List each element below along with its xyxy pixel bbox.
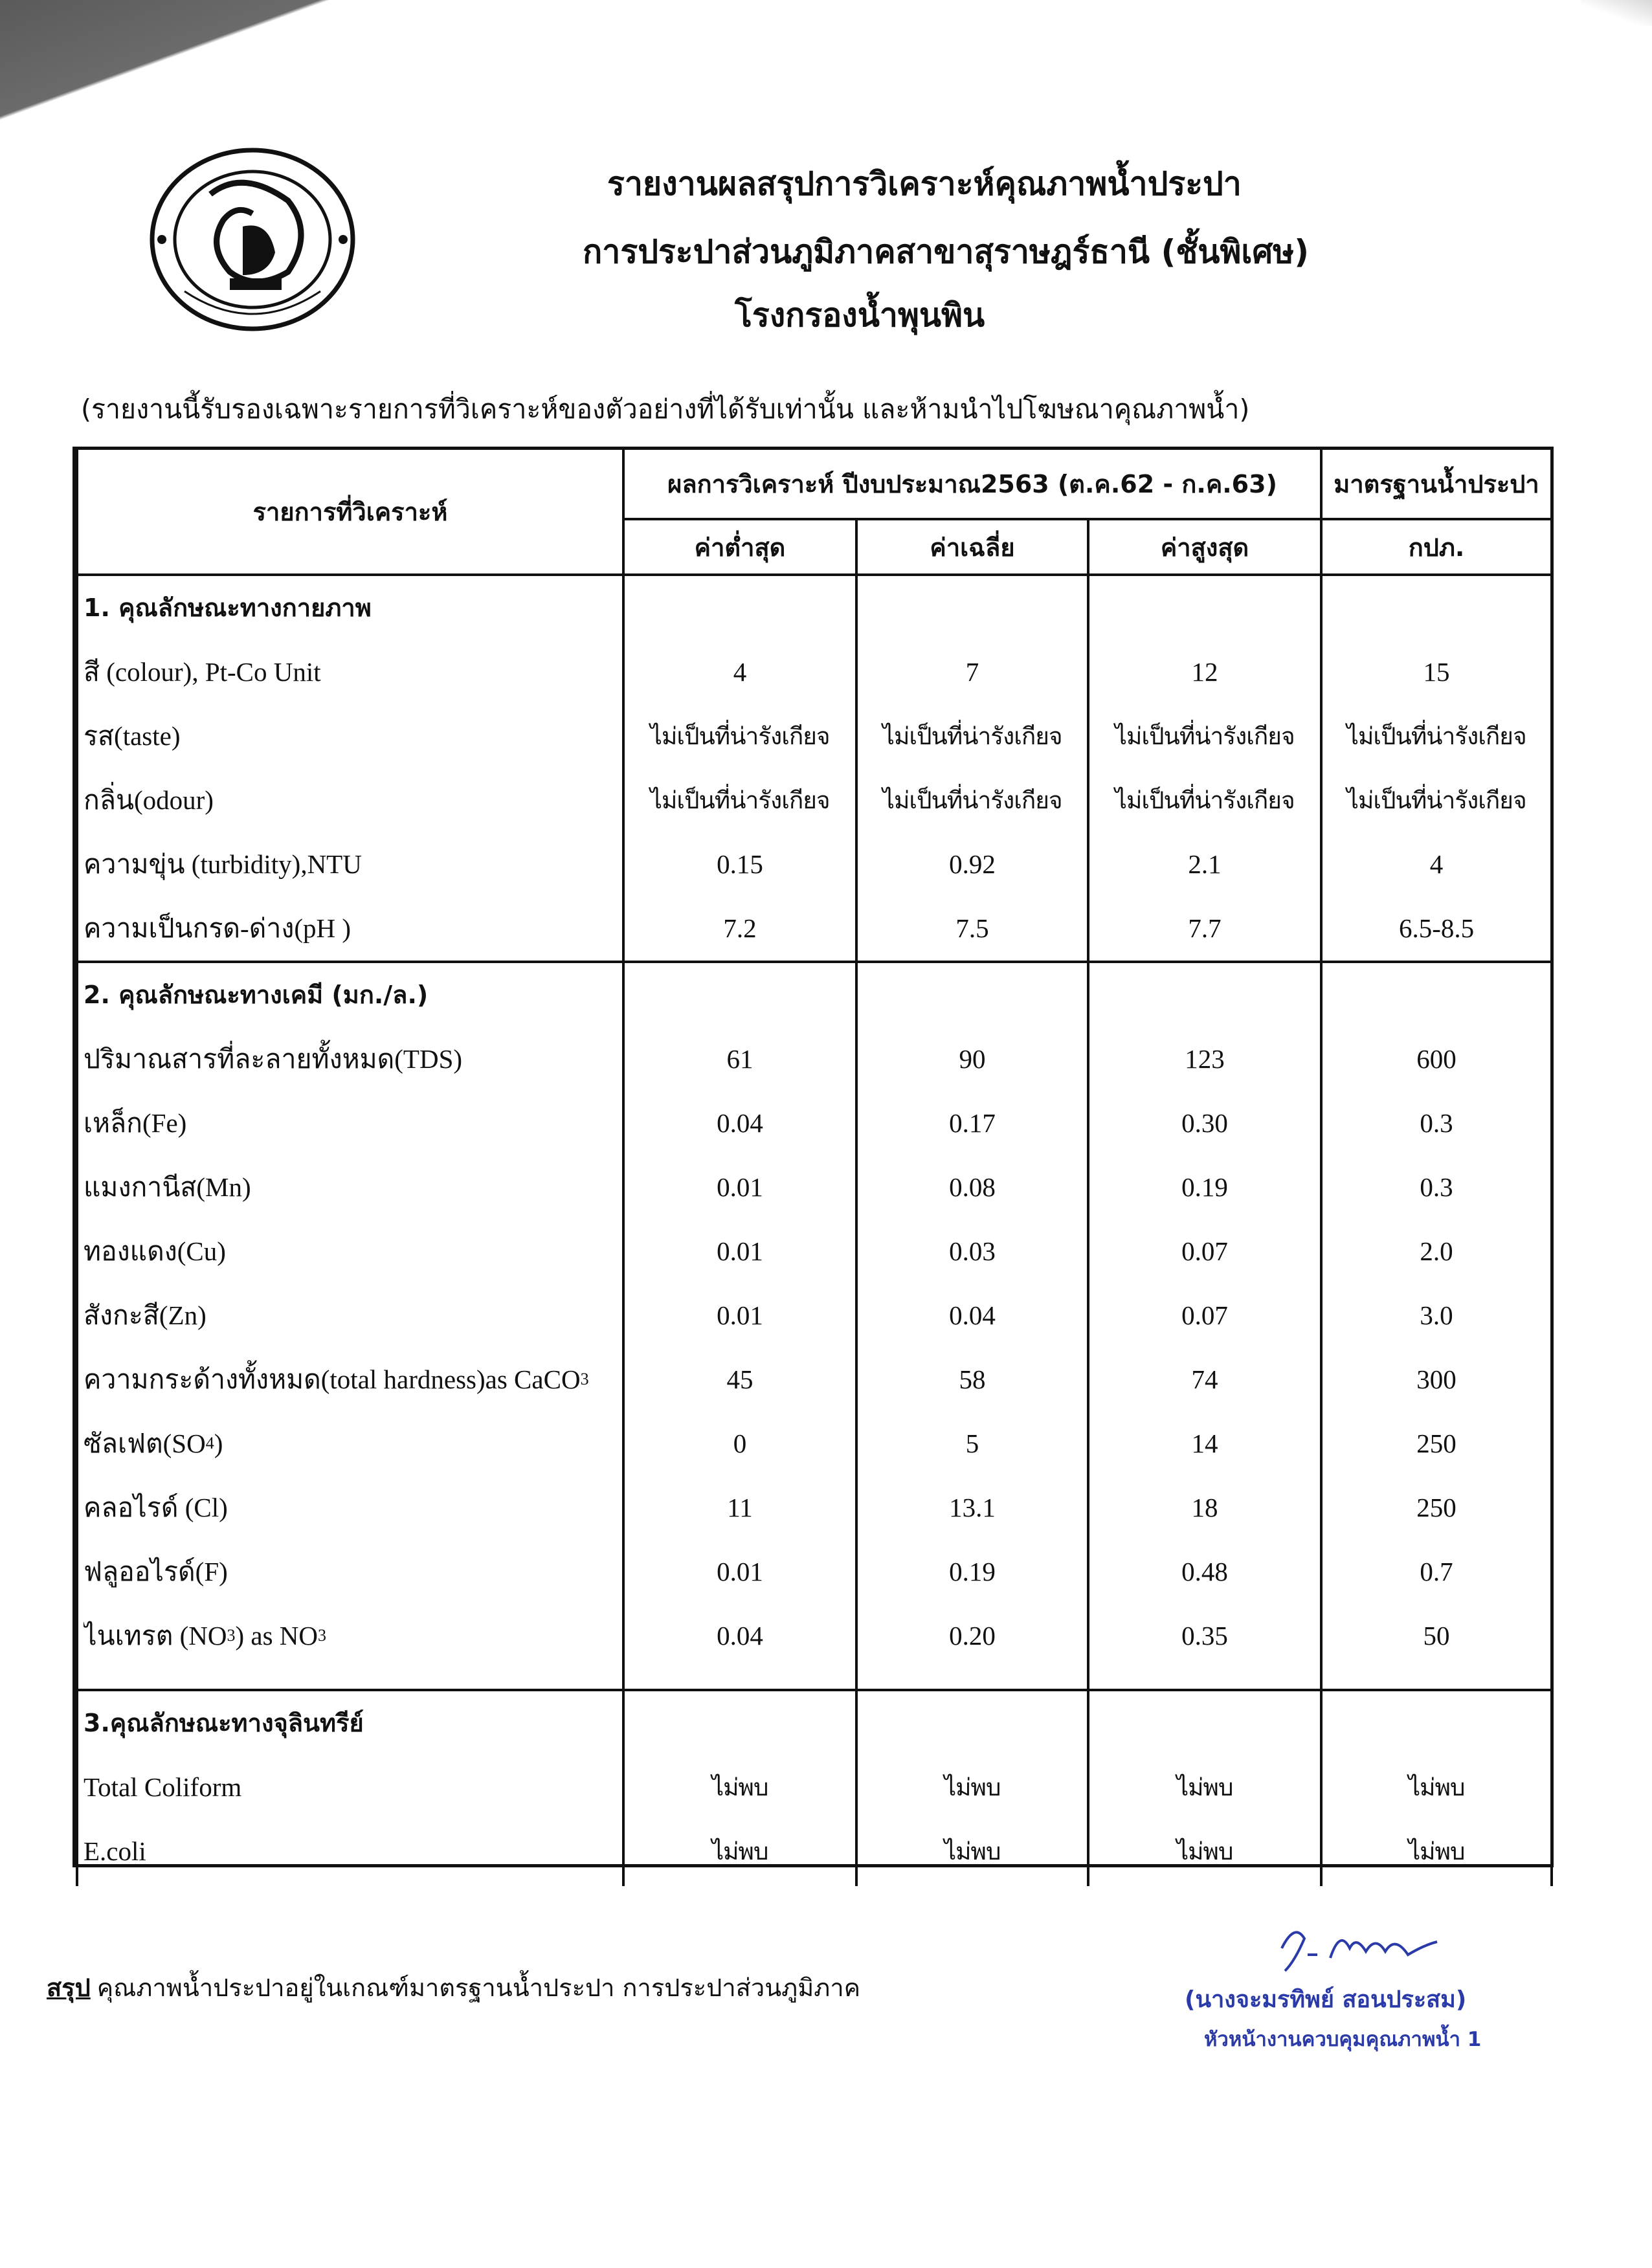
report-title: รายงานผลสรุปการวิเคราะห์คุณภาพน้ำประปา [607, 165, 1242, 203]
value-avg: 0.17 [949, 1107, 996, 1138]
value-max: 7.7 [1188, 913, 1222, 943]
value-avg: 7 [965, 656, 979, 687]
item-name: E.coli [84, 1836, 146, 1866]
value-avg: 13.1 [949, 1492, 996, 1522]
value-avg: 0.08 [949, 1172, 996, 1202]
handwritten-signature [1269, 1909, 1502, 1981]
value-std: ไม่เป็นที่น่ารังเกียจ [1346, 786, 1526, 814]
value-max: ไม่เป็นที่น่ารังเกียจ [1115, 786, 1295, 814]
item-name: กลิ่น(odour) [84, 784, 214, 815]
value-min: 0.04 [717, 1620, 763, 1651]
value-avg: 0.03 [949, 1236, 996, 1266]
value-min: ไม่พบ [711, 1773, 768, 1801]
item-name: สังกะสี(Zn) [84, 1300, 206, 1330]
value-avg: 5 [965, 1428, 979, 1458]
value-std: 0.3 [1420, 1107, 1453, 1138]
header-standard-org: กปภ. [1321, 519, 1552, 575]
value-min: 45 [726, 1364, 753, 1394]
item-name: ทองแดง(Cu) [84, 1236, 226, 1266]
value-max: 0.35 [1181, 1620, 1228, 1651]
value-min: 0.01 [717, 1236, 763, 1266]
value-std: 250 [1416, 1492, 1457, 1522]
value-std: 6.5-8.5 [1398, 913, 1475, 943]
value-min: 61 [726, 1043, 753, 1074]
value-max: 18 [1191, 1492, 1218, 1522]
header-min: ค่าต่ำสุด [623, 519, 856, 575]
value-max: 12 [1191, 656, 1218, 687]
value-std: 15 [1423, 656, 1450, 687]
header-max: ค่าสูงสุด [1088, 519, 1321, 575]
item-name: ความเป็นกรด-ด่าง(pH ) [84, 913, 352, 943]
report-subtitle-branch: การประปาส่วนภูมิภาคสาขาสุราษฎร์ธานี (ชั้นพิเศษ) [583, 233, 1310, 271]
value-max: ไม่พบ [1176, 1773, 1233, 1801]
value-min: 4 [733, 656, 747, 687]
value-std: 2.0 [1420, 1236, 1453, 1266]
value-avg: 0.19 [949, 1556, 996, 1586]
header-avg: ค่าเฉลี่ย [856, 519, 1088, 575]
value-std: 4 [1429, 849, 1444, 879]
section-microbial [77, 1690, 1552, 1886]
value-max: 0.30 [1181, 1107, 1228, 1138]
value-std: 300 [1416, 1364, 1457, 1394]
results-table [73, 447, 1554, 1867]
value-avg: 58 [959, 1364, 986, 1394]
section-title: 3.คุณลักษณะทางจุลินทรีย์ [84, 1709, 364, 1738]
scan-corner [1581, 0, 1652, 26]
value-min: ไม่เป็นที่น่ารังเกียจ [650, 786, 830, 814]
item-name: ความกระด้างทั้งหมด(total hardness)as CaCO 3 [84, 1364, 589, 1394]
value-max: 0.07 [1181, 1300, 1228, 1330]
summary-text: คุณภาพน้ำประปาอยู่ในเกณฑ์มาตรฐานน้ำประปา การประปาส่วนภูมิภาค [96, 1973, 861, 2002]
value-max: 123 [1185, 1043, 1225, 1074]
value-std: 3.0 [1420, 1300, 1453, 1330]
value-avg: 7.5 [955, 913, 989, 943]
value-avg: 0.20 [949, 1620, 996, 1651]
value-std: 0.7 [1420, 1556, 1453, 1586]
value-avg: 90 [959, 1043, 986, 1074]
value-min: 0.04 [717, 1107, 763, 1138]
report-subtitle-plant: โรงกรองน้ำพุนพิน [735, 296, 985, 334]
value-min: 0 [733, 1428, 747, 1458]
value-min: 0.01 [717, 1300, 763, 1330]
value-avg: ไม่เป็นที่น่ารังเกียจ [882, 786, 1062, 814]
section-title: 1. คุณลักษณะทางกายภาพ [84, 594, 372, 623]
value-max: ไม่พบ [1176, 1837, 1233, 1865]
item-name: ความขุ่น (turbidity),NTU [84, 849, 362, 879]
value-max: 0.07 [1181, 1236, 1228, 1266]
summary [47, 1968, 860, 2007]
value-std: ไม่พบ [1408, 1837, 1465, 1865]
disclaimer: (รายงานนี้รับรองเฉพาะรายการที่วิเคราะห์ของตัวอย่างที่ได้รับเท่านั้น และห้ามนำไปโฆษณาคุณภาพน้ำ) [81, 394, 1250, 425]
item-name: สี (colour), Pt-Co Unit [84, 656, 321, 687]
value-max: 14 [1191, 1428, 1218, 1458]
value-std: 0.3 [1420, 1172, 1453, 1202]
value-min: 0.01 [717, 1172, 763, 1202]
item-name: คลอไรด์ (Cl) [84, 1492, 228, 1522]
item-name: ปริมาณสารที่ละลายทั้งหมด(TDS) [84, 1043, 463, 1074]
value-max: ไม่เป็นที่น่ารังเกียจ [1115, 722, 1295, 750]
item-name: ฟลูออไรด์(F) [84, 1556, 228, 1586]
signatory-name: (นางจะมรทิพย์ สอนประสม) [1185, 1986, 1467, 2013]
signatory-title: หัวหน้างานควบคุมคุณภาพน้ำ 1 [1204, 2028, 1482, 2051]
item-name: ซัลเฟต(SO 4 ) [84, 1428, 223, 1458]
value-avg: ไม่เป็นที่น่ารังเกียจ [882, 722, 1062, 750]
value-std: ไม่พบ [1408, 1773, 1465, 1801]
section-chemical [77, 962, 1552, 1690]
item-name: Total Coliform [84, 1772, 242, 1802]
value-min: 11 [727, 1492, 753, 1522]
value-avg: ไม่พบ [944, 1773, 1001, 1801]
item-name: แมงกานีส(Mn) [84, 1172, 251, 1202]
value-max: 0.48 [1181, 1556, 1228, 1586]
value-avg: 0.04 [949, 1300, 996, 1330]
value-std: ไม่เป็นที่น่ารังเกียจ [1346, 722, 1526, 750]
item-name: รส(taste) [84, 720, 181, 751]
section-physical [77, 575, 1552, 962]
value-std: 50 [1423, 1620, 1450, 1651]
value-min: ไม่พบ [711, 1837, 768, 1865]
section-title: 2. คุณลักษณะทางเคมี (มก./ล.) [84, 981, 429, 1010]
value-avg: 0.92 [949, 849, 996, 879]
value-min: 7.2 [723, 913, 757, 943]
item-name: เหล็ก(Fe) [84, 1107, 187, 1138]
summary-label: สรุป [47, 1973, 91, 2002]
item-name: ไนเทรต (NO 3 ) as NO 3 [84, 1620, 326, 1651]
value-min: 0.15 [717, 849, 763, 879]
value-max: 0.19 [1181, 1172, 1228, 1202]
value-avg: ไม่พบ [944, 1837, 1001, 1865]
value-max: 74 [1191, 1364, 1218, 1394]
value-max: 2.1 [1188, 849, 1222, 879]
header-standard: มาตรฐานน้ำประปา [1321, 450, 1552, 519]
value-std: 250 [1416, 1428, 1457, 1458]
value-min: 0.01 [717, 1556, 763, 1586]
value-std: 600 [1416, 1043, 1457, 1074]
header-result-group: ผลการวิเคราะห์ ปีงบประมาณ2563 (ต.ค.62 - ก.ค.63) [623, 450, 1321, 519]
header-item: รายการที่วิเคราะห์ [77, 450, 623, 575]
value-min: ไม่เป็นที่น่ารังเกียจ [650, 722, 830, 750]
